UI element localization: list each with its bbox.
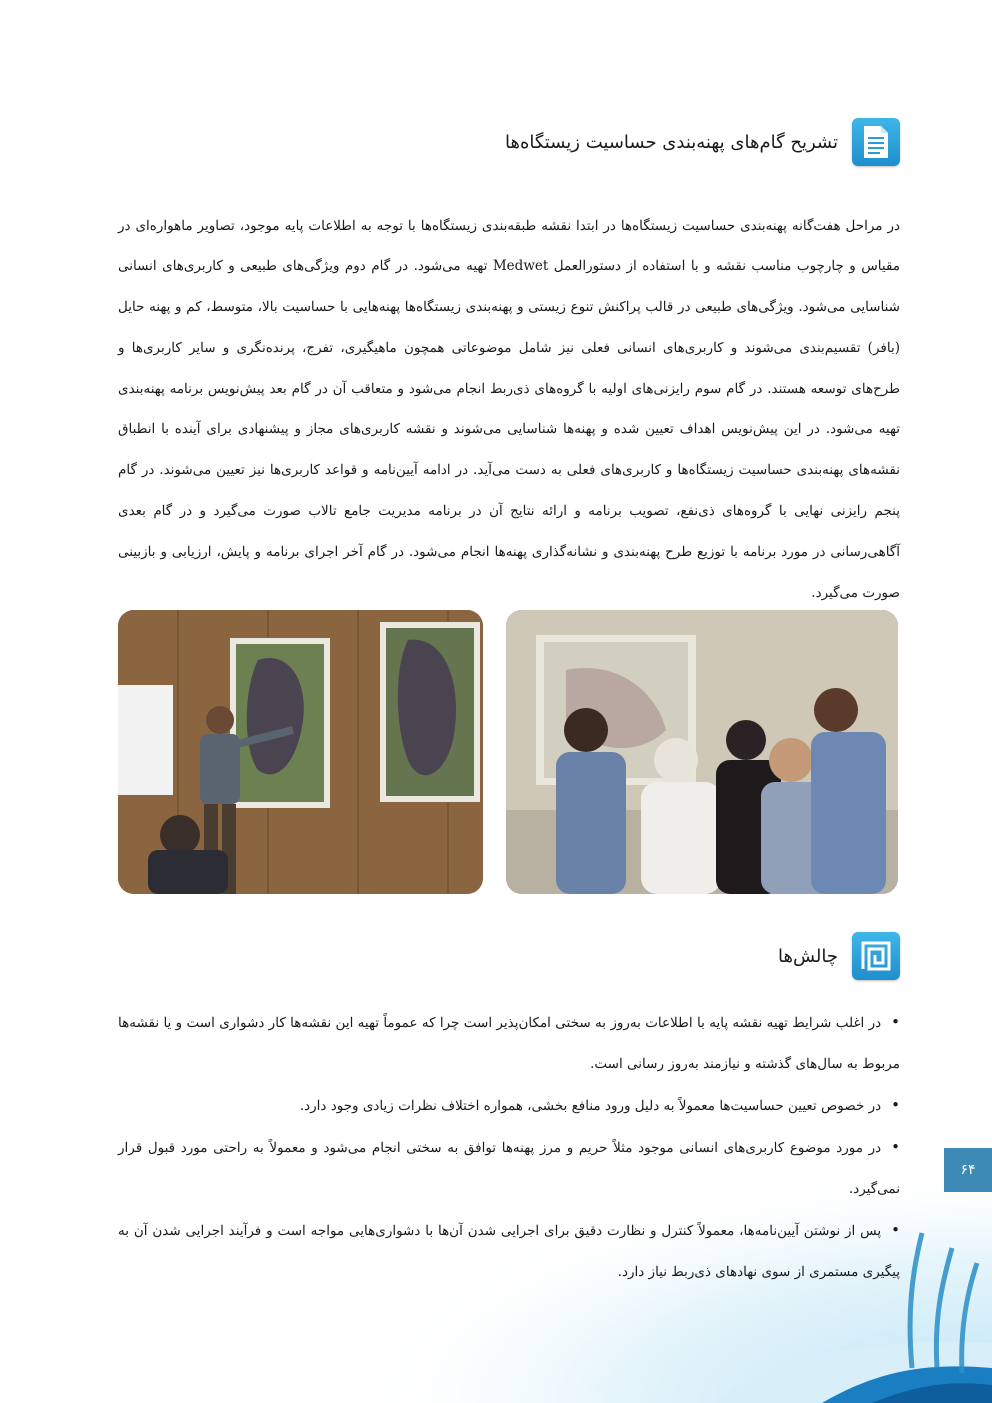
list-item: • در مورد موضوع کاربری‌های انسانی موجود مثلاً حریم و مرز پهنه‌ها توافق به سختی انجام می‌شود و معمولاً به راحتی مورد قبول قرار نمی‌گیرد. bbox=[118, 1127, 900, 1210]
section-title: تشریح گام‌های پهنه‌بندی حساسیت زیستگاه‌ها bbox=[504, 131, 838, 153]
list-item: • در خصوص تعیین حساسیت‌ها معمولاً به دلیل ورود منافع بخشی، همواره اختلاف نظرات زیادی وجود دارد. bbox=[118, 1085, 900, 1127]
section-header-steps bbox=[505, 118, 900, 166]
document-icon bbox=[852, 118, 900, 166]
intro-paragraph: در مراحل هفت‌گانه پهنه‌بندی حساسیت زیستگاه‌ها در ابتدا نقشه طبقه‌بندی زیستگاه‌ها با توجه به اطلاعات پایه موجود، تصاویر ماهواره‌ای در مقیاس و چارچوب مناسب نقشه و با استفاده از دستورالعمل Medwet تهیه می‌شود. در گام دوم ویژگی‌های طبیعی و کاربری‌های انسانی شناسایی می‌شود. ویژگی‌های طبیعی در قالب پراکنش تنوع زیستی و پهنه‌بندی زیستگاه‌ها پهنه‌هایی با حساسیت بالا، متوسط، کم و پهنه حایل (بافر) تقسیم‌بندی می‌شوند و کاربری‌های انسانی فعلی نیز شامل موضوعاتی همچون ماهیگیری، تفرج، پرنده‌نگری و سایر کاربری‌ها و طرح‌های توسعه هستند. در گام سوم رایزنی‌های اولیه با گروه‌های ذی‌ربط انجام می‌شود و متعاقب آن در گام بعد پیش‌نویس برنامه پهنه‌بندی تهیه می‌شود. در این پیش‌نویس اهداف تعیین شده و پهنه‌ها شناسایی می‌شوند و نقشه کاربری‌های مجاز و پیشنهادی برای آینده با انطباق نقشه‌های پهنه‌بندی حساسیت زیستگاه‌ها و کاربری‌های فعلی به دست می‌آید. در ادامه آیین‌نامه و قواعد کاربری‌ها نیز تعیین می‌شوند. در گام پنجم رایزنی نهایی با گروه‌های ذی‌نفع، تصویب برنامه و ارائه نتایج آن در برنامه مدیریت جامع تالاب صورت می‌گیرد و در گام بعدی آگاهی‌رسانی در مورد برنامه با توزیع طرح پهنه‌بندی و نشانه‌گذاری پهنه‌ها انجام می‌شود. در گام آخر اجرای برنامه و پایش، ارزیابی و بازبینی صورت می‌گیرد. bbox=[118, 217, 901, 601]
list-item: • پس از نوشتن آیین‌نامه‌ها، معمولاً کنترل و نظارت دقیق برای اجرایی شدن آن‌ها با دشواری‌هایی مواجه است و فرآیند اجرایی شدن آن به پیگیری مستمری از سوی نهادهای ذی‌ربط نیاز دارد. bbox=[118, 1210, 900, 1293]
section-header-challenges bbox=[778, 932, 900, 980]
page-number: ۶۴ bbox=[944, 1148, 992, 1192]
photo-presentation bbox=[118, 610, 483, 894]
photo-group-discussion bbox=[506, 610, 898, 894]
spiral-maze-icon bbox=[852, 932, 900, 980]
section-title: چالش‌ها bbox=[777, 945, 838, 967]
list-item: • در اغلب شرایط تهیه نقشه پایه با اطلاعات به‌روز به سختی امکان‌پذیر است چرا که عموماً تهیه این نقشه‌ها کار دشواری است و یا نقشه‌ها مربوط به سال‌های گذشته و نیازمند به‌روز رسانی است. bbox=[118, 1002, 900, 1085]
challenges-list bbox=[118, 1002, 900, 1293]
